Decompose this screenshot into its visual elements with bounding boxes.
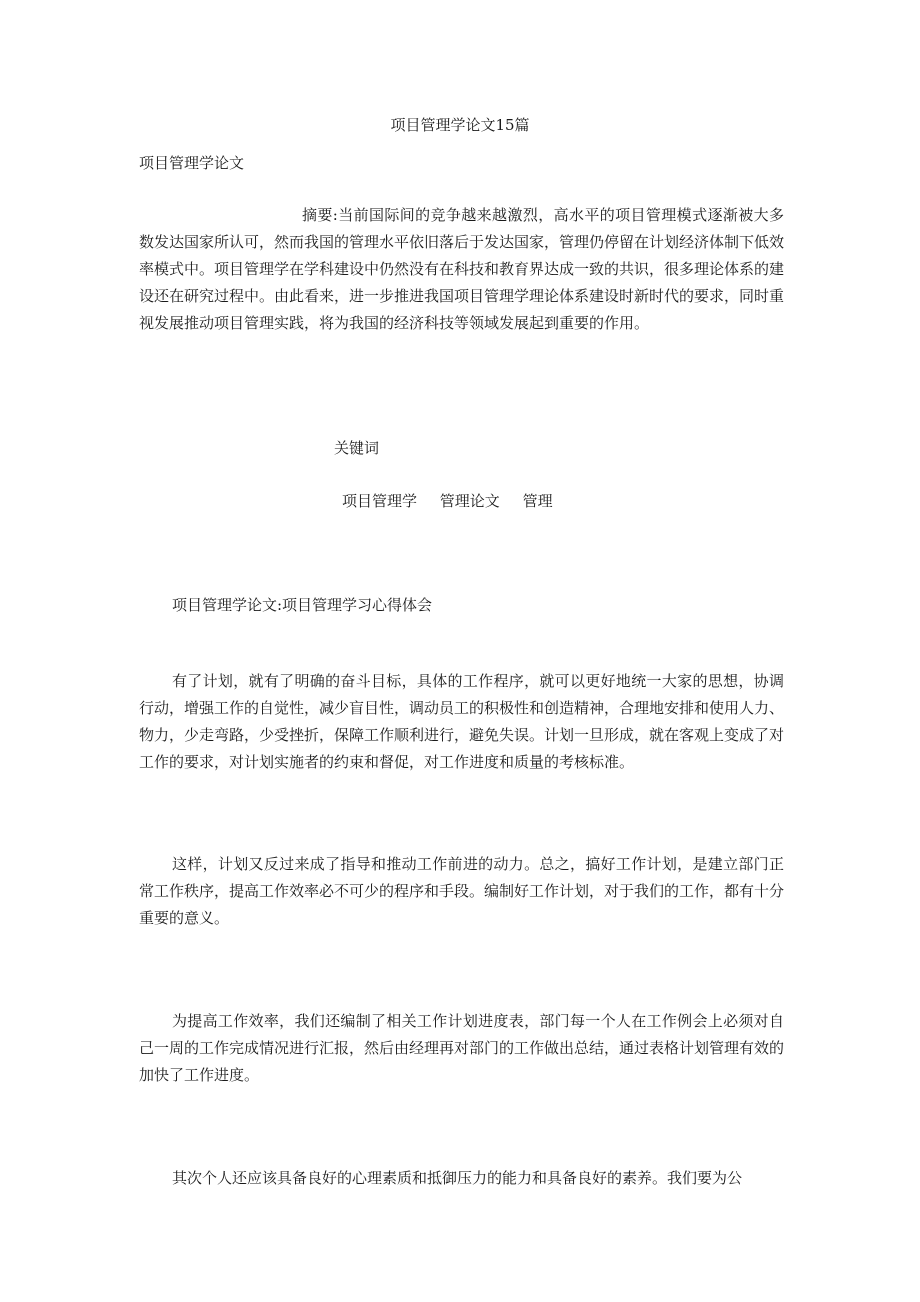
keyword-item: 项目管理学	[342, 492, 418, 510]
body-paragraph: 有了计划，就有了明确的奋斗目标，具体的工作程序，就可以更好地统一大家的思想，协调行动，增强工作的自觉性，减少盲目性，调动员工的积极性和创造精神，合理地安排和使用人力、物力，少走弯路，少受挫折，保障工作顺利进行，避免失误。计划一旦形成，就在客观上变成了对工作的要求，对计划实施者的约束和督促，对工作进度和质量的考核标准。	[139, 672, 785, 771]
document-subtitle: 项目管理学论文	[139, 154, 245, 172]
keywords-list	[342, 490, 553, 512]
keyword-item: 管理	[522, 492, 553, 510]
body-paragraph: 其次个人还应该具备良好的心理素质和抵御压力的能力和具备良好的素养。我们要为公	[172, 1169, 743, 1187]
keyword-item: 管理论文	[439, 492, 500, 510]
document-title: 项目管理学论文15篇	[390, 116, 530, 134]
body-paragraph: 为提高工作效率，我们还编制了相关工作计划进度表，部门每一个人在工作例会上必须对自己一周的工作完成情况进行汇报，然后由经理再对部门的工作做出总结，通过表格计划管理有效的加快了工作进度。	[139, 1012, 785, 1084]
keywords-label: 关键词	[334, 439, 380, 457]
body-paragraph: 这样，计划又反过来成了指导和推动工作前进的动力。总之，搞好工作计划，是建立部门正常工作秩序，提高工作效率必不可少的程序和手段。编制好工作计划，对于我们的工作，都有十分重要的意义。	[139, 855, 785, 927]
section-title: 项目管理学论文:项目管理学习心得体会	[172, 596, 433, 614]
abstract-paragraph: 摘要:当前国际间的竞争越来越激烈，高水平的项目管理模式逐渐被大多数发达国家所认可，然而我国的管理水平依旧落后于发达国家，管理仍停留在计划经济体制下低效率模式中。项目管理学在学科建设中仍然没有在科技和教育界达成一致的共识，很多理论体系的建设还在研究过程中。由此看来，进一步推进我国项目管理学理论体系建设时新时代的要求，同时重视发展推动项目管理实践，将为我国的经济科技等领域发展起到重要的作用。	[139, 206, 785, 332]
